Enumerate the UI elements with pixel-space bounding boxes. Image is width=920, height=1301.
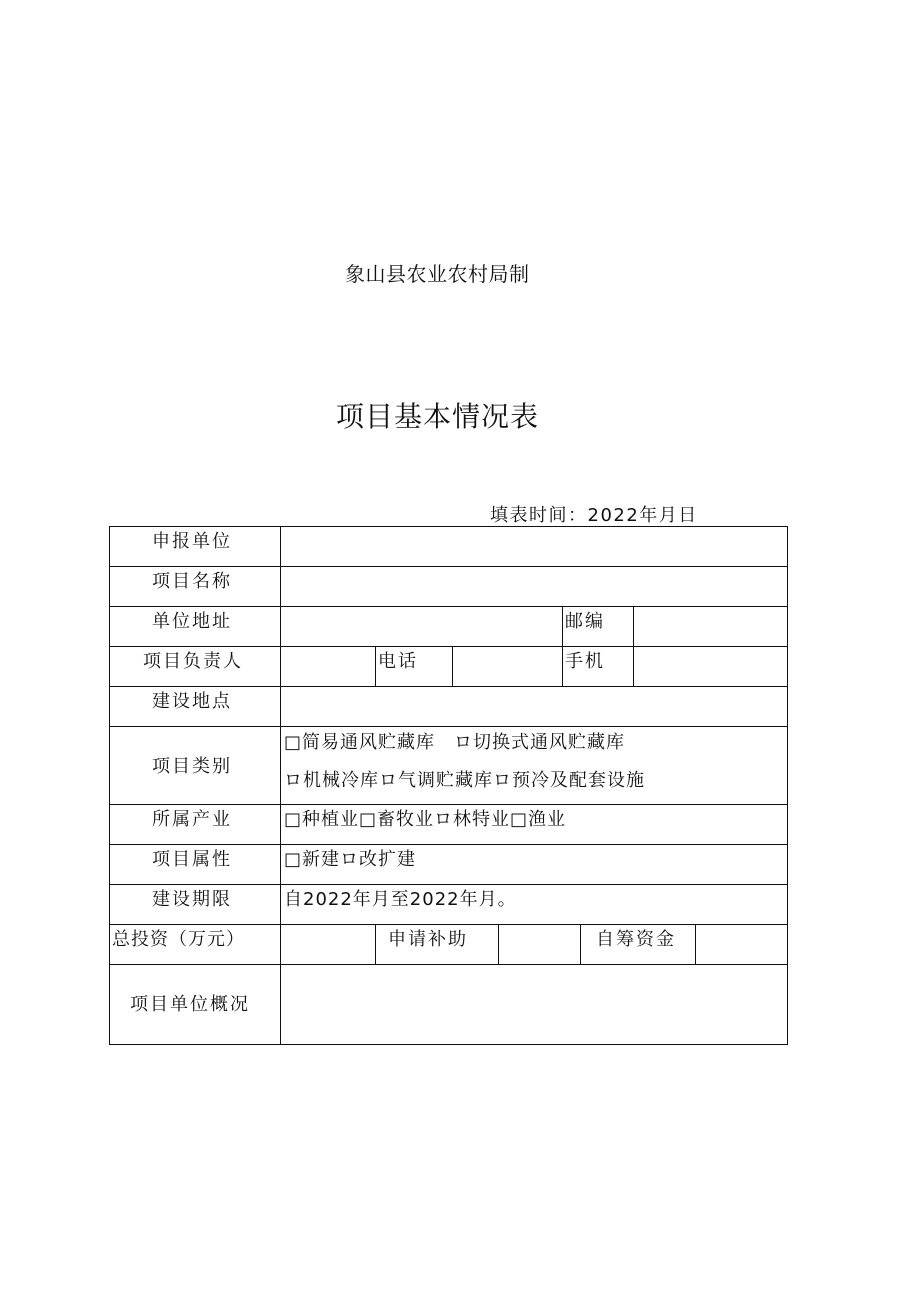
overview-label: 项目单位概况 <box>130 994 250 1015</box>
column-divider <box>452 646 453 686</box>
category-label: 项目类别 <box>152 756 232 777</box>
column-divider <box>633 606 634 686</box>
row-divider <box>109 566 788 567</box>
column-divider <box>498 924 499 964</box>
table-border-top <box>109 526 788 527</box>
column-divider <box>375 646 376 686</box>
row-divider <box>109 804 788 805</box>
label-column-divider <box>280 526 281 1045</box>
column-divider <box>562 606 563 686</box>
column-divider <box>695 924 696 964</box>
applicant-unit-label: 申报单位 <box>152 531 232 552</box>
attribute-options[interactable]: □新建ロ改扩建 <box>284 849 417 870</box>
category-options-line1[interactable]: □简易通风贮藏库 ロ切换式通风贮藏库 <box>284 732 626 753</box>
row-divider <box>109 686 788 687</box>
industry-label: 所属产业 <box>152 809 232 830</box>
row-divider <box>109 884 788 885</box>
row-divider <box>109 646 788 647</box>
attribute-label: 项目属性 <box>152 849 232 870</box>
issuing-organization: 象山县农业农村局制 <box>345 262 530 286</box>
column-divider <box>375 924 376 964</box>
self-funding-label: 自筹资金 <box>596 929 676 950</box>
period-label: 建设期限 <box>152 889 232 910</box>
site-label: 建设地点 <box>152 691 232 712</box>
unit-address-label: 单位地址 <box>152 611 232 632</box>
table-border-bottom <box>109 1044 788 1045</box>
row-divider <box>109 726 788 727</box>
row-divider <box>109 924 788 925</box>
postcode-label: 邮编 <box>565 611 605 632</box>
investment-label: 总投资（万元） <box>112 929 245 950</box>
category-options-line2[interactable]: ロ机械冷库ロ气调贮藏库ロ预冷及配套设施 <box>284 770 645 791</box>
form-title: 项目基本情况表 <box>336 400 540 433</box>
mobile-label: 手机 <box>565 651 605 672</box>
row-divider <box>109 844 788 845</box>
fill-date: 填表时间：2022年月日 <box>490 505 698 526</box>
row-divider <box>109 964 788 965</box>
column-divider <box>580 924 581 964</box>
period-value[interactable]: 自2022年月至2022年月。 <box>284 889 517 910</box>
industry-options[interactable]: □种植业□畜牧业ロ林特业□渔业 <box>284 809 567 830</box>
project-leader-label: 项目负责人 <box>143 651 243 672</box>
subsidy-label: 申请补助 <box>388 929 468 950</box>
row-divider <box>109 606 788 607</box>
phone-label: 电话 <box>378 651 418 672</box>
project-name-label: 项目名称 <box>152 571 232 592</box>
table-border-left <box>109 526 110 1045</box>
table-border-right <box>787 526 788 1045</box>
